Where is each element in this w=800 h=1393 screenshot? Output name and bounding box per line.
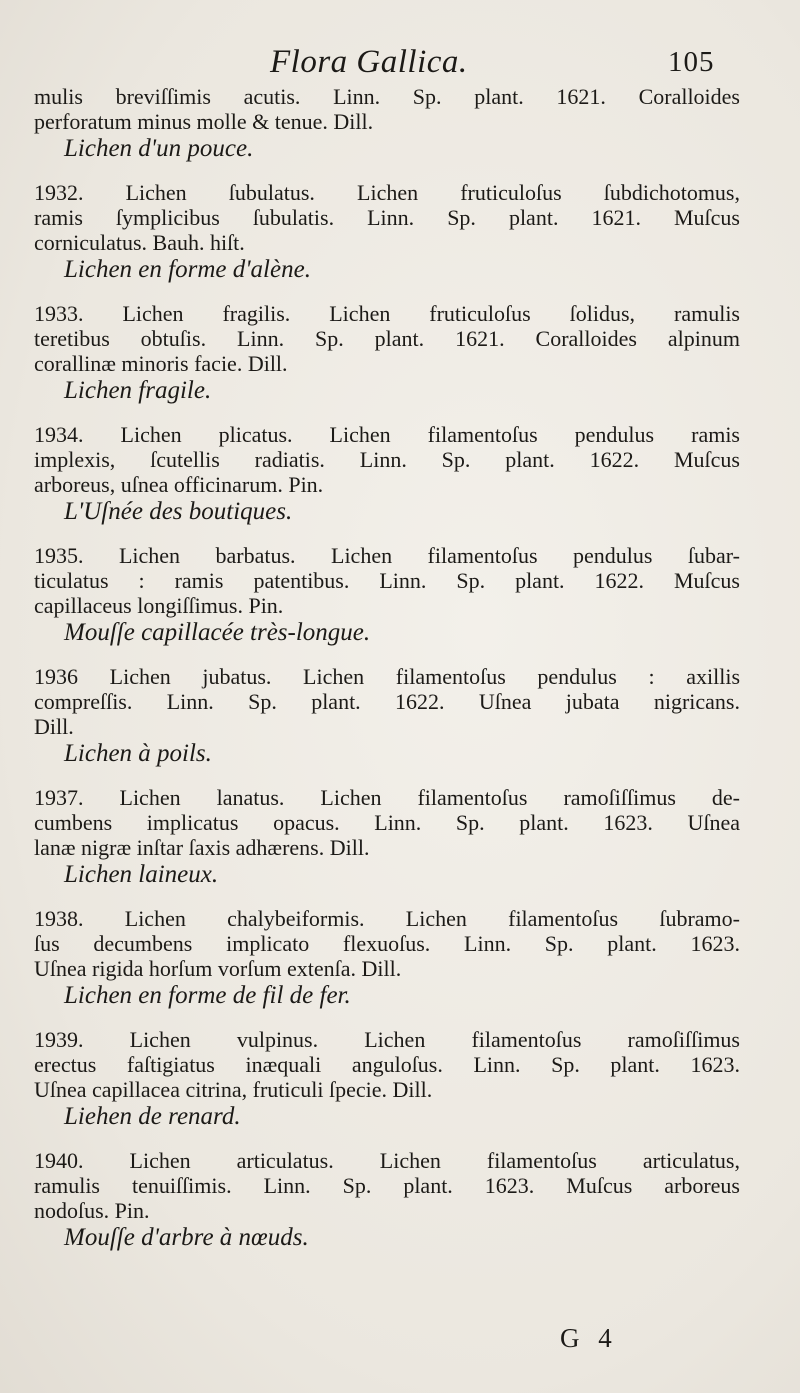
french-name: Lichen à poils. [64, 740, 212, 767]
entry-line: capillaceus longiſſimus. Pin. [34, 593, 284, 618]
entry-line: Dill. [34, 714, 74, 739]
entry-line: teretibus obtuſis. Linn. Sp. plant. 1621. Coralloides alpinum [34, 326, 740, 351]
entry-line: mulis breviſſimis acutis. Linn. Sp. plant. 1621. Coralloides [34, 84, 740, 109]
entry-line: ticulatus : ramis patentibus. Linn. Sp. plant. 1622. Muſcus [34, 568, 740, 593]
entry-line: 1933. Lichen fragilis. Lichen fruticuloſus ſolidus, ramulis [34, 301, 740, 326]
entry-line: implexis, ſcutellis radiatis. Linn. Sp. plant. 1622. Muſcus [34, 447, 740, 472]
french-name: Mouſſe d'arbre à nœuds. [64, 1224, 309, 1251]
entry-line: 1936 Lichen jubatus. Lichen filamentoſus pendulus : axillis [34, 664, 740, 689]
entry-line: 1932. Lichen ſubulatus. Lichen fruticuloſus ſubdichotomus, [34, 180, 740, 205]
entry-line: Uſnea capillacea citrina, fruticuli ſpecie. Dill. [34, 1077, 433, 1102]
entry-line: perforatum minus molle & tenue. Dill. [34, 109, 374, 134]
species-entry [34, 1027, 740, 1132]
entry-line: ramis ſymplicibus ſubulatis. Linn. Sp. plant. 1621. Muſcus [34, 205, 740, 230]
entry-line: 1937. Lichen lanatus. Lichen filamentoſus ramoſiſſimus de- [34, 785, 740, 810]
french-name: Lichen fragile. [64, 377, 212, 404]
signature-mark: G 4 [560, 1323, 618, 1353]
entry-list [34, 180, 740, 1253]
entry-line: corniculatus. Bauh. hiſt. [34, 230, 245, 255]
entry-line: 1935. Lichen barbatus. Lichen filamentoſus pendulus ſubar- [34, 543, 740, 568]
entry-line: ſus decumbens implicato flexuoſus. Linn. Sp. plant. 1623. [34, 931, 740, 956]
species-entry [34, 1148, 740, 1253]
entry-line: erectus faſtigiatus inæquali anguloſus. Linn. Sp. plant. 1623. [34, 1052, 740, 1077]
page-number: 105 [668, 46, 715, 78]
page-header [0, 44, 800, 84]
running-title: Flora Gallica. [270, 44, 468, 80]
entry-line: ramulis tenuiſſimis. Linn. Sp. plant. 1623. Muſcus arboreus [34, 1173, 740, 1198]
species-entry [34, 543, 740, 648]
french-name: Lichen en forme de fil de fer. [64, 982, 351, 1009]
entry-line: compreſſis. Linn. Sp. plant. 1622. Uſnea jubata nigricans. [34, 689, 740, 714]
continuation-entry [34, 84, 740, 164]
entry-line: 1938. Lichen chalybeiformis. Lichen filamentoſus ſubramo- [34, 906, 740, 931]
french-name: Mouſſe capillacée très-longue. [64, 619, 371, 646]
french-name: Lichen d'un pouce. [64, 135, 254, 162]
species-entry [34, 180, 740, 285]
entry-line: lanæ nigræ inſtar ſaxis adhærens. Dill. [34, 835, 370, 860]
species-entry [34, 301, 740, 406]
french-name: Lichen en forme d'alène. [64, 256, 311, 283]
species-entry [34, 785, 740, 890]
page-body [34, 84, 740, 1253]
entry-line: 1939. Lichen vulpinus. Lichen filamentoſus ramoſiſſimus [34, 1027, 740, 1052]
french-name: Liehen de renard. [64, 1103, 241, 1130]
entry-line: nodoſus. Pin. [34, 1198, 150, 1223]
species-entry [34, 664, 740, 769]
entry-line: Uſnea rigida horſum vorſum extenſa. Dill. [34, 956, 402, 981]
entry-line: 1940. Lichen articulatus. Lichen filamentoſus articulatus, [34, 1148, 740, 1173]
entry-line: corallinæ minoris facie. Dill. [34, 351, 288, 376]
entry-line: arboreus, uſnea officinarum. Pin. [34, 472, 324, 497]
entry-line: 1934. Lichen plicatus. Lichen filamentoſus pendulus ramis [34, 422, 740, 447]
french-name: Lichen laineux. [64, 861, 219, 888]
species-entry [34, 906, 740, 1011]
french-name: L'Uſnée des boutiques. [64, 498, 293, 525]
species-entry [34, 422, 740, 527]
entry-line: cumbens implicatus opacus. Linn. Sp. plant. 1623. Uſnea [34, 810, 740, 835]
